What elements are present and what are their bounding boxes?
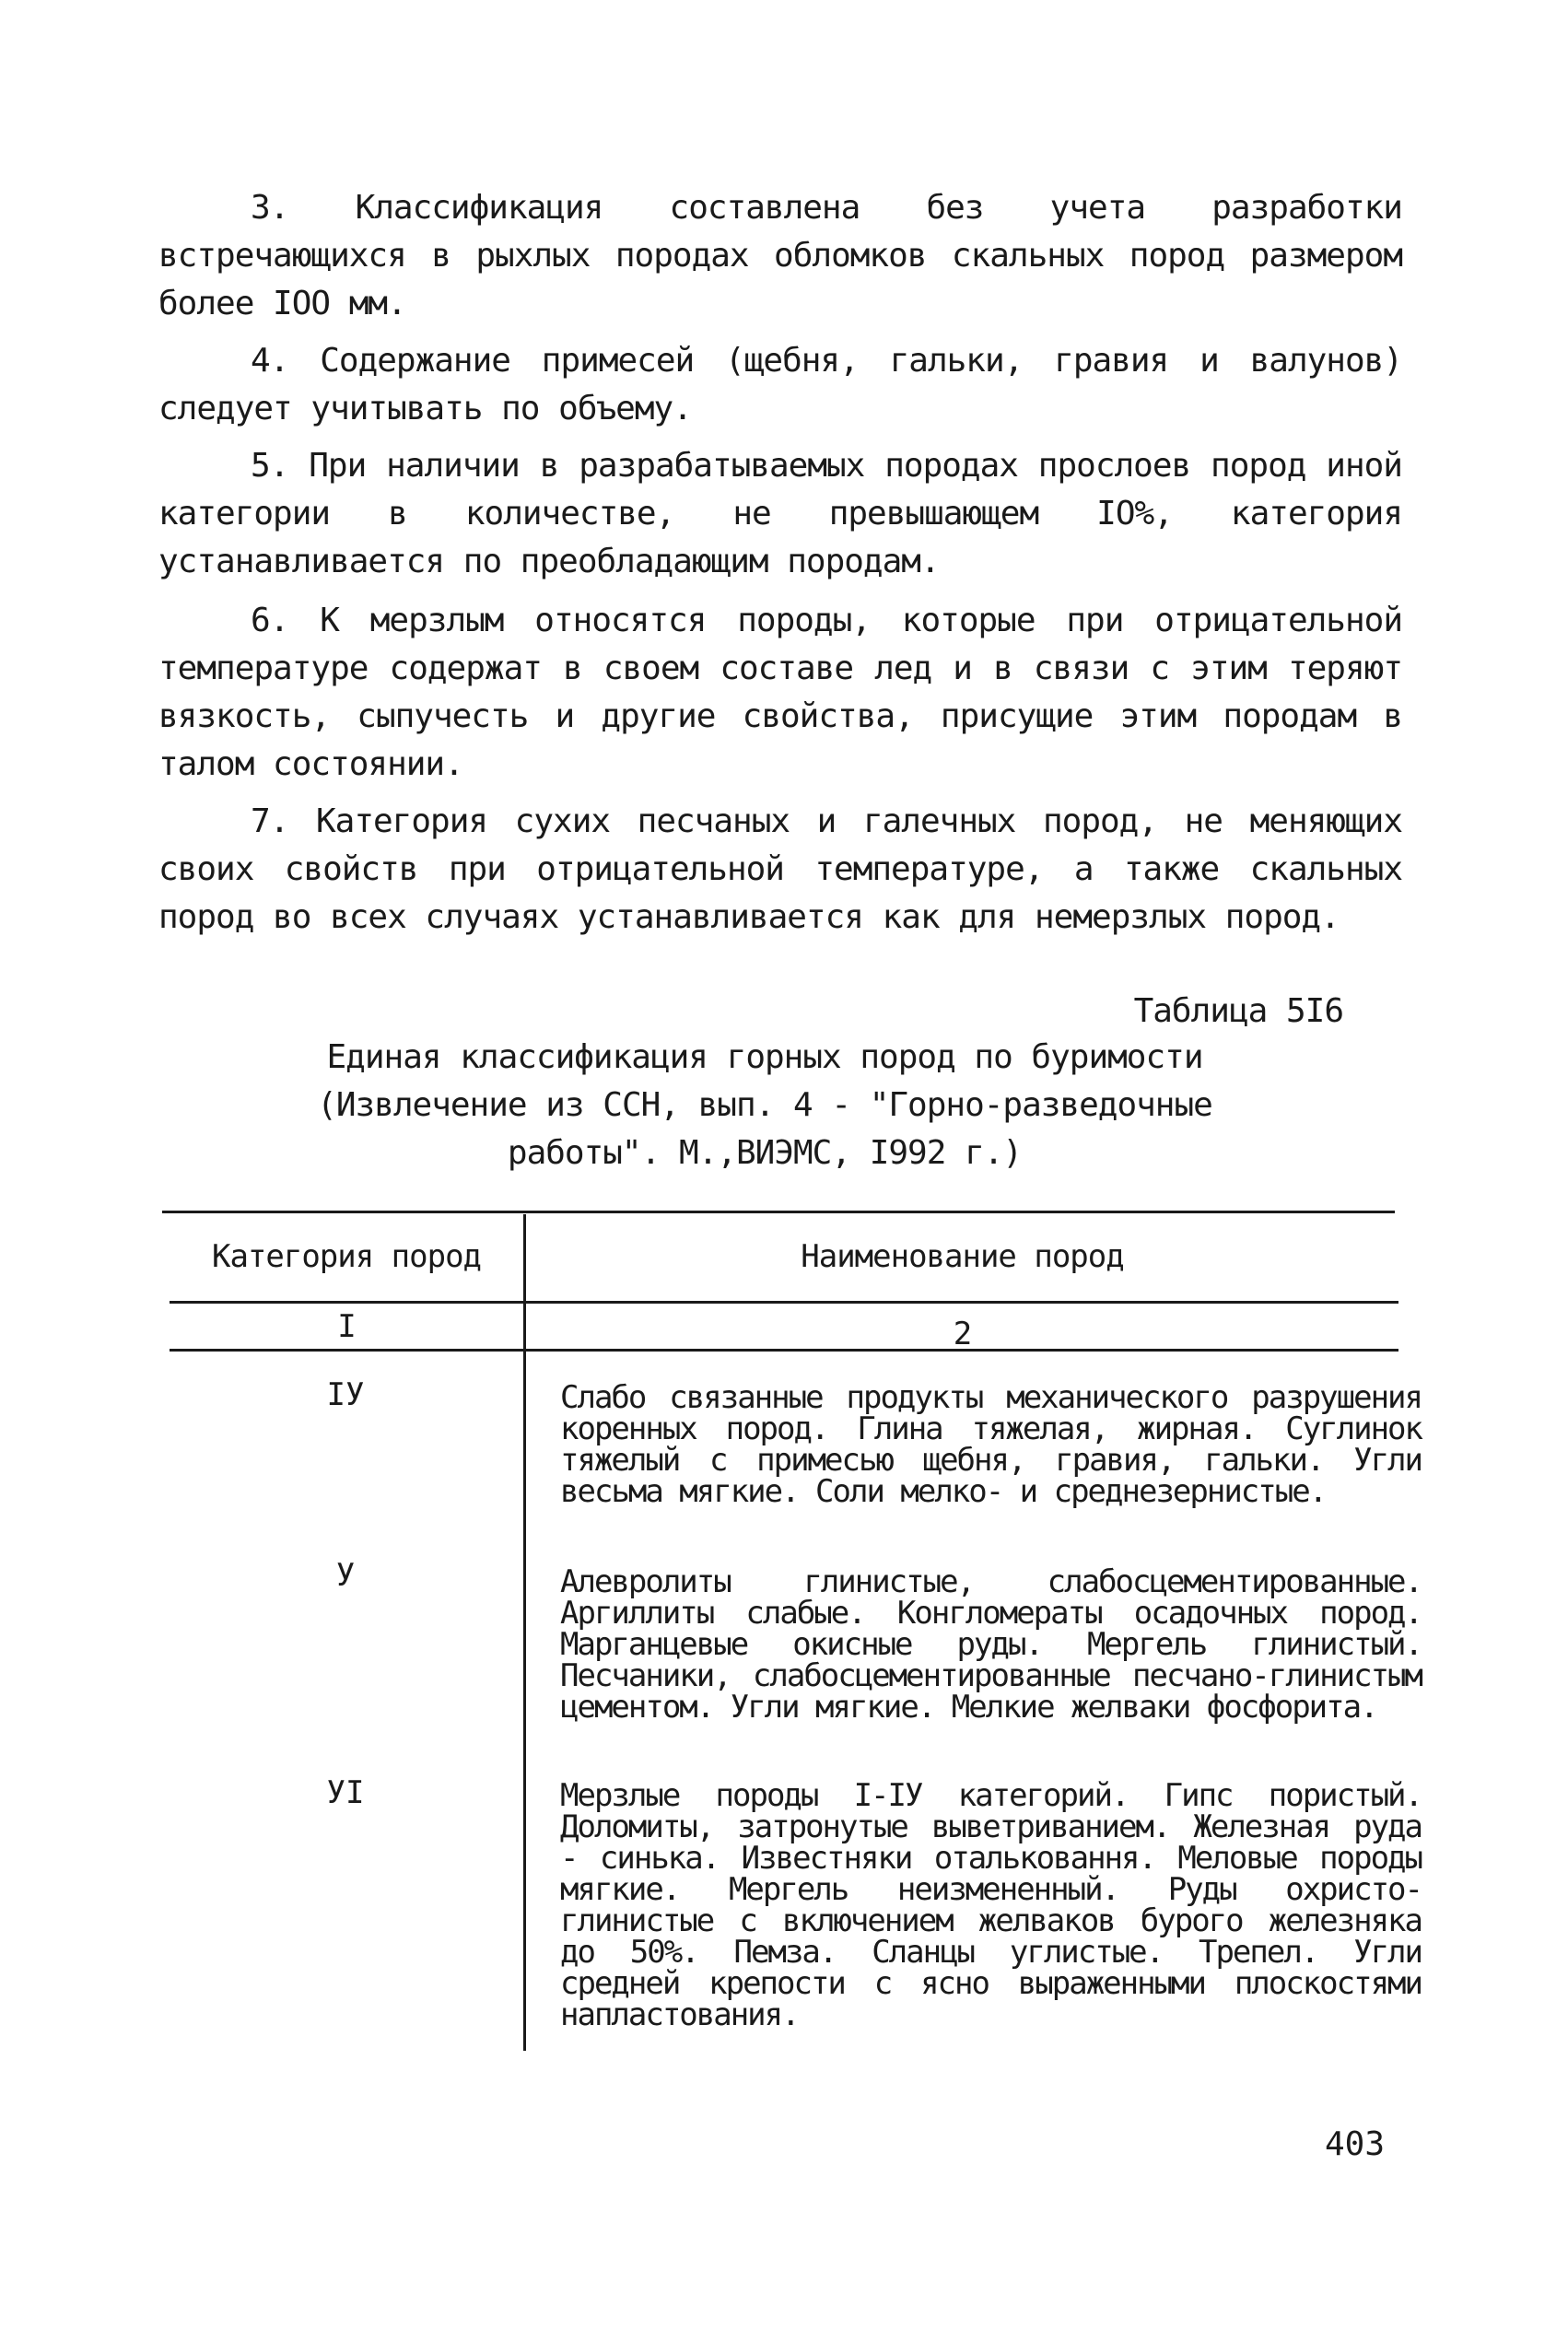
header-category: Категория пород	[211, 1238, 482, 1275]
caption-line: Единая классификация горных пород по буримости	[326, 1038, 1203, 1076]
caption-line: работы". М.,ВИЭМС, I992 г.)	[507, 1134, 1023, 1172]
table-number: Таблица 5I6	[1133, 992, 1343, 1030]
column-number-2: 2	[953, 1316, 972, 1352]
row-category: IУ	[326, 1376, 365, 1413]
note-3: 3. Классификация составлена без учета разработки встречающихся в рыхлых породах обломков скальных пород размером более IOO мм.	[158, 189, 1402, 322]
table-top-rule	[162, 1211, 1395, 1213]
note-6: 6. К мерзлым относятся породы, которые при отрицательной температуре содержат в своем составе лед и в связи с этим теряют вязкость, сыпучесть и другие свойства, присущие этим породам в талом состоянии.	[158, 602, 1402, 783]
table-caption	[258, 1034, 1271, 1177]
page-number: 403	[1325, 2125, 1386, 2163]
row-category: У	[335, 1557, 356, 1594]
note-4: 4. Содержание примесей (щебня, гальки, гравия и валунов) следует учитывать по объему.	[158, 342, 1402, 427]
header-name: Наименование пород	[801, 1238, 1124, 1275]
row-category: УI	[326, 1774, 365, 1811]
table-header-rule	[170, 1301, 1398, 1304]
row-description: Слабо связанные продукты механического разрушения коренных пород. Глина тяжелая, жирная. Суглинок тяжелый с примесью щебня, гравия, гальки. Угли весьма мягкие. Соли мелко- и среднезернистые.	[560, 1379, 1422, 1510]
row-description: Мерзлые породы I-IУ категорий. Гипс пористый. Доломиты, затронутые выветриванием. Железная руда - синька. Известняки отальковання. Меловые породы мягкие. Мергель неизмененный. Руды охристо-глинистые с включением желваков бурого железняка до 50%. Пемза. Сланцы углистые. Трепел. Угли средней крепости с ясно выраженными плоскостями напластования.	[560, 1777, 1422, 2033]
column-number-1: I	[337, 1308, 356, 1345]
note-7: 7. Категория сухих песчаных и галечных пород, не меняющих своих свойств при отрицательной температуре, а также скальных пород во всех случаях устанавливается как для немерзлых пород.	[158, 802, 1402, 936]
row-description: Алевролиты глинистые, слабосцементированные. Аргиллиты слабые. Конгломераты осадочных пород. Марганцевые окисные руды. Мергель глинистый. Песчаники, слабосцементированные песчано-глинистым цементом. Угли мягкие. Мелкие желваки фосфорита.	[560, 1563, 1422, 1726]
caption-line: (Извлечение из ССН, вып. 4 - "Горно-разведочные	[317, 1086, 1212, 1124]
note-5: 5. При наличии в разрабатываемых породах прослоев пород иной категории в количестве, не превышающем IO%, категория устанавливается по преобладающим породам.	[158, 447, 1402, 580]
